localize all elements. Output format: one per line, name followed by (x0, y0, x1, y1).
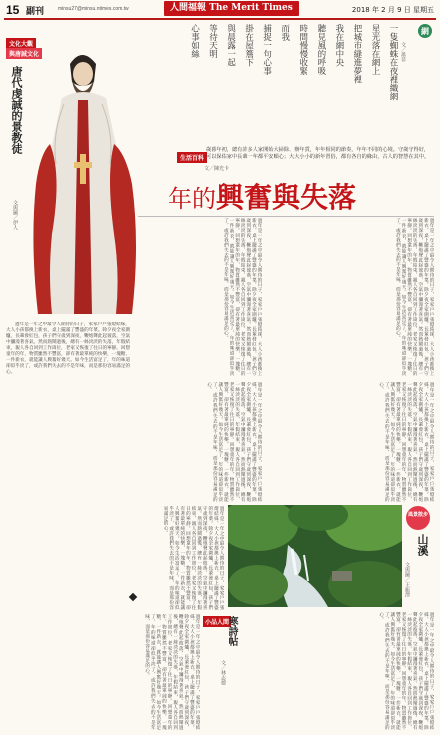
header-rule (4, 18, 436, 20)
main-article-col-3: 過年是一年之中最令人期待的日子，家家戶戶張燈結綵，大人小孩都換上新衣，桌上擺滿了豐盛的年菜。除夕夜全家圍爐，長輩發紅包，孩子們守歲到深夜，鞭炮聲此起彼落，空氣中瀰漫著喜氣。然而熱鬧過後，總有一絲淡淡的失落，年假結束，親人各自回到工作崗位，老家又恢復了往日的寧靜。回想童年的年，物質雖然不豐富，卻有著最單純的快樂，一塊糖、一件新衣，就能讓人興奮好幾天。如今生活富足了，年的味道卻似乎淡了，或許我們失去的不是年味，而是那份容易滿足的心。 (206, 382, 262, 502)
poem-body (138, 24, 398, 134)
main-title-prefix: 年的 (168, 185, 216, 213)
poem-line: 星光落在網上 (369, 24, 380, 75)
poem-title-badge: 網 (418, 24, 432, 38)
small-column-byline: 文／林志德 (220, 660, 226, 685)
poem-line: 捕捉一句心事 (261, 24, 272, 75)
small-column-body: 過年是一年之中最令人期待的日子，家家戶戶張燈結綵，大人小孩都換上新衣，桌上擺滿了豐盛的年菜。除夕夜全家圍爐，長輩發紅包，孩子們守歲到深夜，鞭炮聲此起彼落，空氣中瀰漫著喜氣。然而熱鬧過後，總有一絲淡淡的失落，年假結束，親人各自回到工作崗位，老家又恢復了往日的寧靜。回想童年的年，物質雖然不豐富，卻有著最單純的快樂，一塊糖、一件新衣，就能讓人興奮好幾天。如今生活富足了，年的味道卻似乎淡了，或許我們失去的不是年味，而是那份容易滿足的心。 (144, 614, 200, 730)
poem-line: 掛在屋簷下 (243, 24, 254, 67)
scenery-title: 山溪 (416, 534, 429, 556)
main-kicker: 生活百科 (177, 152, 207, 163)
column-divider (138, 216, 434, 217)
main-lead: 歲暮年初，總有許多人家開始大掃除、辦年貨，年年相同的節奏，年年不同的心境。守歲守得好，可以保佑家中長輩一年都平安順心；大大小小的新年習俗，都有各自的緣由，古人的智慧在其中。 (206, 147, 430, 160)
poem-line: 心事如絲 (189, 24, 200, 58)
main-article-col-2: 過年是一年之中最令人期待的日子，家家戶戶張燈結綵，大人小孩都換上新衣，桌上擺滿了豐盛的年菜。除夕夜全家圍爐，長輩發紅包，孩子們守歲到深夜，鞭炮聲此起彼落，空氣中瀰漫著喜氣。然而熱鬧過後，總有一絲淡淡的失落，年假結束，親人各自回到工作崗位，老家又恢復了往日的寧靜。回想童年的年，物質雖然不豐富，卻有著最單純的快樂，一塊糖、一件新衣，就能讓人興奮好幾天。如今生活富足了，年的味道卻似乎淡了，或許我們失去的不是年味，而是那份容易滿足的心。 (395, 218, 434, 376)
issue-date: 2018 年 2 月 9 日 星期五 (351, 6, 434, 14)
scenery-article-body: 過年是一年之中最令人期待的日子，家家戶戶張燈結綵，大人小孩都換上新衣，桌上擺滿了豐盛的年菜。除夕夜全家圍爐，長輩發紅包，孩子們守歲到深夜，鞭炮聲此起彼落，空氣中瀰漫著喜氣。然而熱鬧過後，總有一絲淡淡的失落，年假結束，親人各自回到工作崗位，老家又恢復了往日的寧靜。回想童年的年，物質雖然不豐富，卻有著最單純的快樂，一塊糖、一件新衣，就能讓人興奮好幾天。如今生活富足了，年的味道卻似乎淡了，或許我們失去的不是年味，而是那份容易滿足的心。 (163, 506, 224, 610)
feature-tag: 文化大觀 (6, 38, 36, 49)
scenery-tag: 風景散步 (406, 506, 430, 530)
main-title (168, 176, 356, 216)
feature-subtag: 與唐誠文化 (6, 48, 42, 59)
newspaper-logo: 人間福報 The Merit Times (164, 1, 299, 16)
poem-line: 而我 (279, 24, 290, 41)
tang-priest-illustration (22, 24, 144, 320)
scenery-byline: 文與圖／王振澤 (404, 562, 410, 597)
feature-byline: 文與圖／伊人 (12, 200, 18, 230)
page-number: 15 (6, 3, 20, 17)
poem-line: 與晨露一起 (225, 24, 236, 67)
poem-line: 我在網中央 (333, 24, 344, 67)
feature-title: 唐代虔誠的景教徒 (10, 66, 23, 154)
main-article-col-4: 過年是一年之中最令人期待的日子，家家戶戶張燈結綵，大人小孩都換上新衣，桌上擺滿了豐盛的年菜。除夕夜全家圍爐，長輩發紅包，孩子們守歲到深夜，鞭炮聲此起彼落，空氣中瀰漫著喜氣。然而熱鬧過後，總有一絲淡淡的失落，年假結束，親人各自回到工作崗位，老家又恢復了往日的寧靜。回想童年的年，物質雖然不豐富，卻有著最單純的快樂，一塊糖、一件新衣，就能讓人興奮好幾天。如今生活富足了，年的味道卻似乎淡了，或許我們失去的不是年味，而是那份容易滿足的心。 (378, 382, 434, 502)
mountain-stream-photo (228, 505, 402, 607)
main-title-main: 興奮與失落 (216, 181, 357, 214)
tang-article-body: 過年是一年之中最令人期待的日子，家家戶戶張燈結綵，大人小孩都換上新衣，桌上擺滿了豐盛的年菜。除夕夜全家圍爐，長輩發紅包，孩子們守歲到深夜，鞭炮聲此起彼落，空氣中瀰漫著喜氣。然而熱鬧過後，總有一絲淡淡的失落，年假結束，親人各自回到工作崗位，老家又恢復了往日的寧靜。回想童年的年，物質雖然不豐富，卻有著最單純的快樂，一塊糖、一件新衣，就能讓人興奮好幾天。如今生活富足了，年的味道卻似乎淡了，或許我們失去的不是年味，而是那份容易滿足的心。 (6, 322, 131, 375)
poem-line: 把城市縫進夢裡 (351, 24, 362, 84)
scenery-article-body-2: 過年是一年之中最令人期待的日子，家家戶戶張燈結綵，大人小孩都換上新衣，桌上擺滿了豐盛的年菜。除夕夜全家圍爐，長輩發紅包，孩子們守歲到深夜，鞭炮聲此起彼落，空氣中瀰漫著喜氣。然而熱鬧過後，總有一絲淡淡的失落，年假結束，親人各自回到工作崗位，老家又恢復了往日的寧靜。回想童年的年，物質雖然不豐富，卻有著最單純的快樂，一塊糖、一件新衣，就能讓人興奮好幾天。如今生活富足了，年的味道卻似乎淡了，或許我們失去的不是年味，而是那份容易滿足的心。 (378, 612, 434, 730)
poem-line: 聽見風的呼吸 (315, 24, 326, 75)
section-name: 副刊 (26, 7, 45, 17)
main-article-col-1: 過年是一年之中最令人期待的日子，家家戶戶張燈結綵，大人小孩都換上新衣，桌上擺滿了豐盛的年菜。除夕夜全家圍爐，長輩發紅包，孩子們守歲到深夜，鞭炮聲此起彼落，空氣中瀰漫著喜氣。然而熱鬧過後，總有一絲淡淡的失落，年假結束，親人各自回到工作崗位，老家又恢復了往日的寧靜。回想童年的年，物質雖然不豐富，卻有著最單純的快樂，一塊糖、一件新衣，就能讓人興奮好幾天。如今生活富足了，年的味道卻似乎淡了，或許我們失去的不是年味，而是那份容易滿足的心。 (223, 218, 262, 376)
poem-line: 時間慢慢收緊 (297, 24, 308, 75)
poem-line: 等待天明 (207, 24, 218, 58)
small-column-title: 寒詩帖 (226, 616, 237, 646)
main-byline: 文／陳光卡 (204, 166, 230, 172)
small-column-tag: 小品人間 (203, 616, 231, 627)
poem-byline: 文／墨菲 (400, 42, 406, 62)
contact-email[interactable]: minsu27@minsu.ntimes.com.tw (58, 6, 129, 12)
poem-line: 一隻蜘蛛在夜裡織網 (388, 24, 398, 101)
